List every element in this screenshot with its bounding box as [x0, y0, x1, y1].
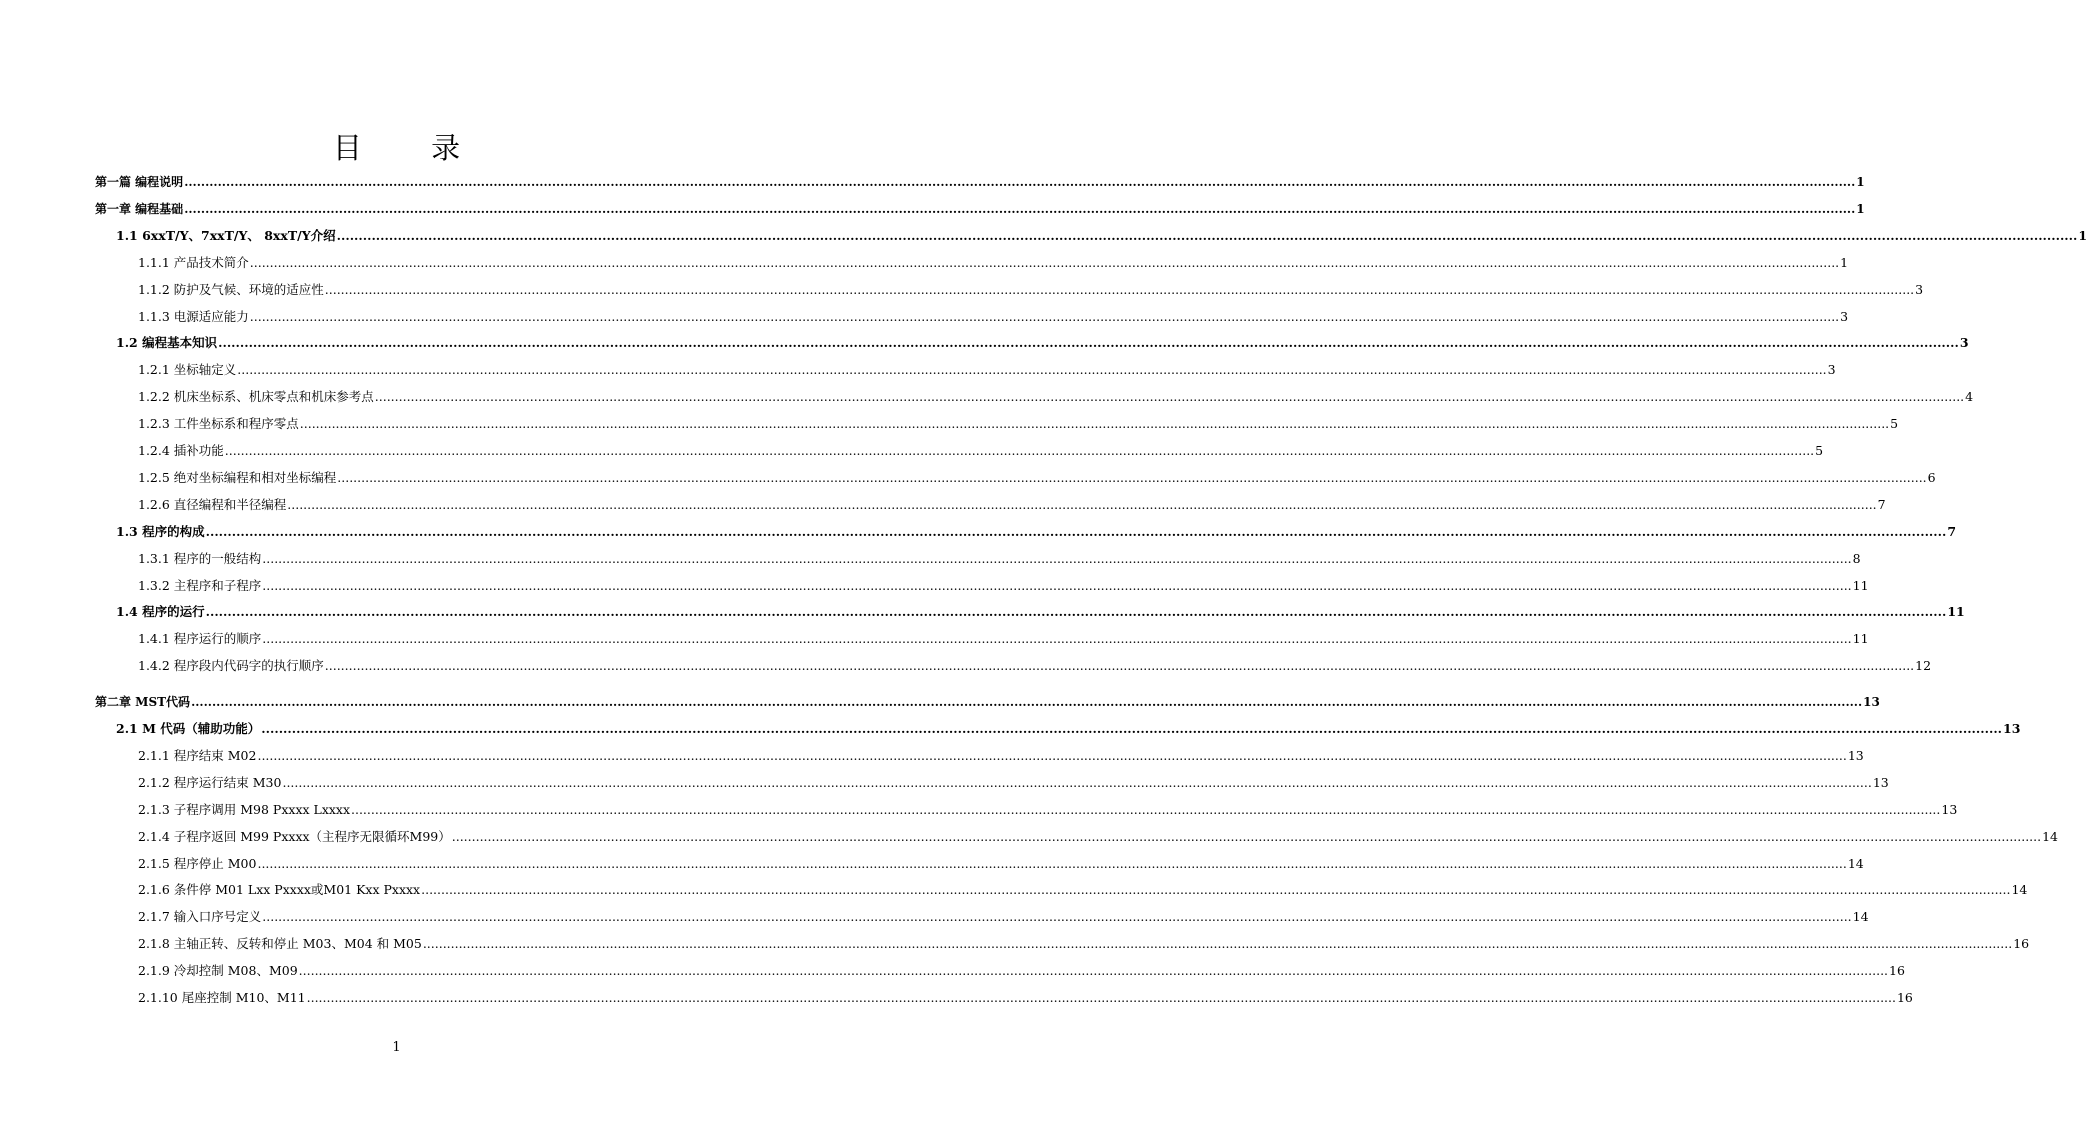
page-title: 目 录 [332, 131, 491, 165]
toc-entry[interactable] [138, 441, 1824, 461]
toc-entry-page: 1 [1840, 254, 1849, 270]
toc-entry-label: 2.1.1 程序结束 M02 [138, 747, 257, 763]
toc-leader-dots: ................................................................................................................................................................................................................................................................................................................................................................................................................ [421, 882, 2011, 898]
toc-entry-page: 3 [1959, 335, 1969, 351]
toc-entry-page: 8 [1852, 550, 1861, 566]
toc-entry-page: 11 [1852, 631, 1869, 647]
toc-leader-dots: ................................................................................................................................................................................................................................................................................................................................................................................................................ [451, 828, 2042, 844]
toc-entry[interactable] [138, 746, 1864, 766]
toc-entry[interactable] [138, 253, 1849, 273]
toc-entry[interactable] [116, 522, 1957, 542]
toc-entry-label: 2.1.4 子程序返回 M99 Pxxxx（主程序无限循环M99） [138, 828, 451, 844]
toc-entry-label: 2.1.8 主轴正转、反转和停止 M03、M04 和 M05 [138, 936, 422, 952]
toc-entry[interactable] [116, 333, 1969, 353]
toc-entry-label: 第一篇 编程说明 [95, 175, 184, 189]
toc-leader-dots: ................................................................................................................................................................................................................................................................................................................................................................................................................ [191, 695, 1863, 710]
toc-entry[interactable] [138, 280, 1924, 300]
toc-entry-label: 1.1.3 电源适应能力 [138, 308, 249, 324]
toc-leader-dots: ................................................................................................................................................................................................................................................................................................................................................................................................................ [374, 389, 1965, 405]
toc-entry-label: 2.1.6 条件停 M01 Lxx Pxxxx或M01 Kxx Pxxxx [138, 882, 421, 898]
toc-entry-page: 14 [2011, 882, 2028, 898]
toc-entry-page: 7 [1947, 523, 1957, 539]
toc-entry-label: 1.3 程序的构成 [116, 523, 205, 539]
toc-entry[interactable] [138, 800, 1958, 820]
toc-entry-page: 14 [1852, 909, 1869, 925]
toc-entry[interactable] [138, 656, 1932, 676]
toc-leader-dots: ................................................................................................................................................................................................................................................................................................................................................................................................................ [184, 175, 1856, 189]
toc-leader-dots: ................................................................................................................................................................................................................................................................................................................................................................................................................ [262, 577, 1852, 593]
toc-leader-dots: ................................................................................................................................................................................................................................................................................................................................................................................................................ [262, 909, 1852, 925]
toc-leader-dots: ................................................................................................................................................................................................................................................................................................................................................................................................................ [337, 469, 1927, 485]
toc-entry-page: 16 [2013, 936, 2030, 952]
toc-entry[interactable] [138, 468, 1936, 488]
toc-entry-label: 1.2.4 插补功能 [138, 443, 224, 458]
toc-entry-page: 16 [1889, 963, 1905, 979]
toc-entry-label: 1.3.1 程序的一般结构 [138, 550, 262, 566]
toc-entry[interactable] [138, 827, 2059, 847]
toc-entry-page: 3 [1840, 308, 1849, 324]
toc-leader-dots: ................................................................................................................................................................................................................................................................................................................................................................................................................ [205, 604, 1947, 620]
toc-leader-dots: ................................................................................................................................................................................................................................................................................................................................................................................................................ [249, 254, 1840, 270]
toc-entry-label: 1.4 程序的运行 [116, 604, 205, 620]
toc-leader-dots: ................................................................................................................................................................................................................................................................................................................................................................................................................ [282, 774, 1872, 790]
toc-entry[interactable] [138, 961, 1905, 981]
toc-leader-dots: ................................................................................................................................................................................................................................................................................................................................................................................................................ [262, 550, 1852, 566]
toc-entry[interactable] [95, 172, 1865, 192]
toc-entry-page: 13 [1941, 801, 1958, 817]
page-number: 1 [392, 1040, 401, 1055]
toc-entry[interactable] [138, 880, 2028, 900]
toc-entry-label: 2.1 M 代码（辅助功能） [116, 721, 261, 736]
toc-leader-dots: ................................................................................................................................................................................................................................................................................................................................................................................................................ [324, 658, 1915, 674]
toc-entry-label: 2.1.5 程序停止 M00 [138, 855, 257, 871]
toc-entry-label: 2.1.10 尾座控制 M10、M11 [138, 990, 306, 1005]
toc-entry-label: 1.1.2 防护及气候、环境的适应性 [138, 281, 324, 297]
toc-entry-page: 3 [1915, 281, 1924, 297]
toc-entry-page: 1 [1856, 175, 1865, 189]
toc-entry-page: 14 [2042, 828, 2059, 844]
toc-entry[interactable] [116, 719, 2021, 739]
toc-entry[interactable] [138, 988, 1913, 1008]
toc-entry[interactable] [138, 387, 1974, 407]
toc-leader-dots: ................................................................................................................................................................................................................................................................................................................................................................................................................ [237, 362, 1827, 378]
toc-entry-page: 13 [1872, 774, 1889, 790]
toc-entry-page: 16 [1896, 990, 1913, 1005]
toc-leader-dots: ................................................................................................................................................................................................................................................................................................................................................................................................................ [257, 747, 1847, 763]
toc-leader-dots: ................................................................................................................................................................................................................................................................................................................................................................................................................ [324, 281, 1915, 297]
toc-entry-label: 1.4.1 程序运行的顺序 [138, 631, 262, 647]
toc-entry-label: 1.1.1 产品技术简介 [138, 254, 249, 270]
toc-entry-label: 第二章 MST代码 [95, 695, 191, 710]
toc-leader-dots: ................................................................................................................................................................................................................................................................................................................................................................................................................ [184, 201, 1856, 216]
toc-leader-dots: ................................................................................................................................................................................................................................................................................................................................................................................................................ [224, 443, 1815, 458]
toc-leader-dots: ................................................................................................................................................................................................................................................................................................................................................................................................................ [422, 936, 2013, 952]
toc-leader-dots: ................................................................................................................................................................................................................................................................................................................................................................................................................ [336, 227, 2078, 243]
toc-entry[interactable] [116, 226, 2087, 246]
toc-entry-label: 1.2.3 工件坐标系和程序零点 [138, 416, 299, 432]
toc-entry-label: 1.4.2 程序段内代码字的执行顺序 [138, 658, 324, 674]
toc-entry[interactable] [95, 692, 1880, 712]
toc-entry-label: 2.1.3 子程序调用 M98 Pxxxx Lxxxx [138, 801, 351, 817]
toc-entry[interactable] [138, 307, 1849, 327]
toc-entry-label: 1.3.2 主程序和子程序 [138, 577, 262, 593]
toc-leader-dots: ................................................................................................................................................................................................................................................................................................................................................................................................................ [257, 855, 1847, 871]
toc-entry[interactable] [95, 199, 1865, 219]
toc-entry[interactable] [138, 576, 1869, 596]
toc-leader-dots: ................................................................................................................................................................................................................................................................................................................................................................................................................ [205, 523, 1947, 539]
toc-entry-page: 1 [1856, 201, 1865, 216]
toc-entry-page: 13 [1863, 695, 1880, 710]
toc-entry[interactable] [138, 773, 1889, 793]
toc-leader-dots: ................................................................................................................................................................................................................................................................................................................................................................................................................ [262, 631, 1852, 647]
toc-entry-label: 1.2.5 绝对坐标编程和相对坐标编程 [138, 469, 337, 485]
toc-entry[interactable] [138, 629, 1869, 649]
toc-entry-page: 7 [1877, 496, 1886, 512]
toc-entry[interactable] [138, 854, 1864, 874]
toc-entry-page: 4 [1965, 389, 1974, 405]
toc-entry[interactable] [138, 934, 2030, 954]
toc-leader-dots: ................................................................................................................................................................................................................................................................................................................................................................................................................ [306, 990, 1896, 1005]
toc-entry-page: 13 [1847, 747, 1864, 763]
toc-entry-label: 2.1.2 程序运行结束 M30 [138, 774, 282, 790]
toc-entry-label: 2.1.9 冷却控制 M08、M09 [138, 963, 298, 979]
toc-entry[interactable] [138, 360, 1836, 380]
toc-entry-label: 1.2.2 机床坐标系、机床零点和机床参考点 [138, 389, 374, 405]
toc-entry-page: 5 [1890, 416, 1899, 432]
toc-leader-dots: ................................................................................................................................................................................................................................................................................................................................................................................................................ [299, 416, 1890, 432]
toc-entry-page: 3 [1827, 362, 1836, 378]
toc-leader-dots: ................................................................................................................................................................................................................................................................................................................................................................................................................ [261, 721, 2003, 736]
toc-leader-dots: ................................................................................................................................................................................................................................................................................................................................................................................................................ [249, 308, 1840, 324]
toc-entry-page: 11 [1852, 577, 1869, 593]
toc-entry[interactable] [138, 414, 1899, 434]
toc-entry-page: 11 [1947, 604, 1965, 620]
toc-entry[interactable] [138, 495, 1886, 515]
toc-entry-label: 第一章 编程基础 [95, 201, 184, 216]
toc-entry-label: 1.2 编程基本知识 [116, 335, 218, 351]
toc-entry[interactable] [116, 602, 1965, 622]
toc-entry-page: 6 [1927, 469, 1936, 485]
toc-entry[interactable] [138, 549, 1861, 569]
toc-entry-label: 1.2.1 坐标轴定义 [138, 362, 237, 378]
toc-leader-dots: ................................................................................................................................................................................................................................................................................................................................................................................................................ [298, 963, 1889, 979]
toc-entry[interactable] [138, 907, 1869, 927]
toc-entry-page: 5 [1815, 443, 1824, 458]
toc-entry-page: 13 [2003, 721, 2021, 736]
toc-entry-page: 1 [2078, 227, 2087, 243]
toc-entry-label: 2.1.7 输入口序号定义 [138, 909, 262, 925]
toc-entry-page: 14 [1847, 855, 1864, 871]
toc-entry-label: 1.2.6 直径编程和半径编程 [138, 496, 287, 512]
toc-leader-dots: ................................................................................................................................................................................................................................................................................................................................................................................................................ [351, 801, 1941, 817]
toc-entry-page: 12 [1915, 658, 1932, 674]
toc-leader-dots: ................................................................................................................................................................................................................................................................................................................................................................................................................ [287, 496, 1877, 512]
toc-entry-label: 1.1 6xxT/Y、7xxT/Y、 8xxT/Y介绍 [116, 227, 336, 243]
toc-leader-dots: ................................................................................................................................................................................................................................................................................................................................................................................................................ [218, 335, 1959, 351]
